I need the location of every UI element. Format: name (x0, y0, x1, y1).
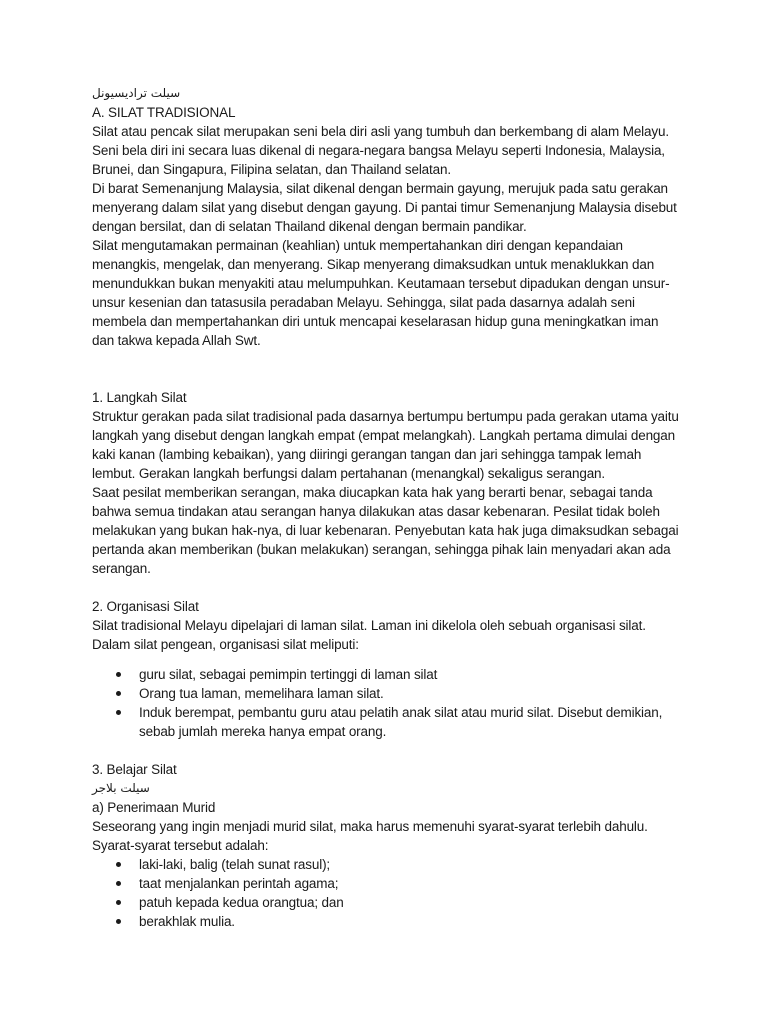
langkah-silat-paragraph-1: Struktur gerakan pada silat tradisional pada dasarnya bertumpu bertumpu pada gerakan utama yaitu langkah yang disebut dengan langkah empat (empat melangkah). Langkah pertama dimulai dengan kaki kanan (lambing kebaikan), yang diiringi gerangan tangan dan jari sehingga tampak lemah lembut. Gerakan langkah berfungsi dalam pertahanan (menangkal) sekaligus serangan. (92, 409, 679, 481)
belajar-silat-title: 3. Belajar Silat (92, 762, 177, 777)
bullet-icon (116, 672, 121, 677)
list-item-text: patuh kepada kedua orangtua; dan (139, 895, 344, 910)
list-item-text: laki-laki, balig (telah sunat rasul); (139, 857, 331, 872)
list-item-text: taat menjalankan perintah agama; (139, 876, 339, 891)
bullet-icon (116, 710, 121, 715)
spacer (92, 741, 682, 760)
organisasi-list (92, 665, 682, 741)
list-item (92, 684, 682, 703)
list-item-text: Induk berempat, pembantu guru atau pelatih anak silat atau murid silat. Disebut demikian, sebab jumlah mereka hanya empat orang. (139, 705, 663, 739)
document-page (92, 84, 682, 931)
spacer (92, 654, 682, 665)
belajar-silat-arabic: سيلت بلاجر (92, 781, 150, 795)
arabic-title: سيلت ترادیسیونل (92, 86, 181, 100)
list-item (92, 703, 682, 741)
spacer (92, 578, 682, 597)
syarat-list (92, 855, 682, 931)
bullet-icon (116, 862, 121, 867)
intro-paragraph-3: Silat mengutamakan permainan (keahlian) untuk mempertahankan diri dengan kepandaian menangkis, mengelak, dan menyerang. Sikap menyerang dimaksudkan untuk menaklukkan dan menundukkan bukan menyakiti atau melumpuhkan. Keutamaan tersebut dipadukan dengan unsur-unsur kesenian dan tatasusila peradaban Melayu. Sehingga, silat pada dasarnya adalah seni membela dan mempertahankan diri untuk mencapai keselarasan hidup guna meningkatkan iman dan takwa kepada Allah Swt. (92, 238, 670, 348)
list-item-text: Orang tua laman, memelihara laman silat. (139, 686, 384, 701)
bullet-icon (116, 691, 121, 696)
bullet-icon (116, 881, 121, 886)
list-item-text: berakhlak mulia. (139, 914, 235, 929)
section-heading: A. SILAT TRADISIONAL (92, 105, 236, 120)
list-item-text: guru silat, sebagai pemimpin tertinggi di laman silat (139, 667, 438, 682)
langkah-silat-title: 1. Langkah Silat (92, 390, 187, 405)
list-item (92, 874, 682, 893)
list-item (92, 893, 682, 912)
organisasi-silat-paragraph: Silat tradisional Melayu dipelajari di laman silat. Laman ini dikelola oleh sebuah organisasi silat. Dalam silat pengean, organisasi silat meliputi: (92, 618, 646, 652)
spacer (92, 350, 682, 388)
langkah-silat-paragraph-2: Saat pesilat memberikan serangan, maka diucapkan kata hak yang berarti benar, sebagai tanda bahwa semua tindakan atau serangan hanya dilakukan atas dasar kebenaran. Pesilat tidak boleh melakukan yang bukan hak-nya, di luar kebenaran. Penyebutan kata hak juga dimaksudkan sebagai pertanda akan memberikan (bukan melakukan) serangan, sehingga pihak lain menyadari akan ada serangan. (92, 485, 679, 576)
penerimaan-murid-paragraph: Seseorang yang ingin menjadi murid silat, maka harus memenuhi syarat-syarat terlebih dahulu. Syarat-syarat tersebut adalah: (92, 819, 648, 853)
organisasi-silat-title: 2. Organisasi Silat (92, 599, 199, 614)
bullet-icon (116, 919, 121, 924)
list-item (92, 855, 682, 874)
intro-paragraph-2: Di barat Semenanjung Malaysia, silat dikenal dengan bermain gayung, merujuk pada satu gerakan menyerang dalam silat yang disebut dengan gayung. Di pantai timur Semenanjung Malaysia disebut dengan bersilat, dan di selatan Thailand dikenal dengan bermain pandikar. (92, 181, 677, 234)
list-item (92, 665, 682, 684)
bullet-icon (116, 900, 121, 905)
intro-paragraph-1: Silat atau pencak silat merupakan seni bela diri asli yang tumbuh dan berkembang di alam Melayu. Seni bela diri ini secara luas dikenal di negara-negara bangsa Melayu seperti Indonesia, Malaysia, Brunei, dan Singapura, Filipina selatan, dan Thailand selatan. (92, 124, 669, 177)
list-item (92, 912, 682, 931)
penerimaan-murid-title: a) Penerimaan Murid (92, 800, 216, 815)
